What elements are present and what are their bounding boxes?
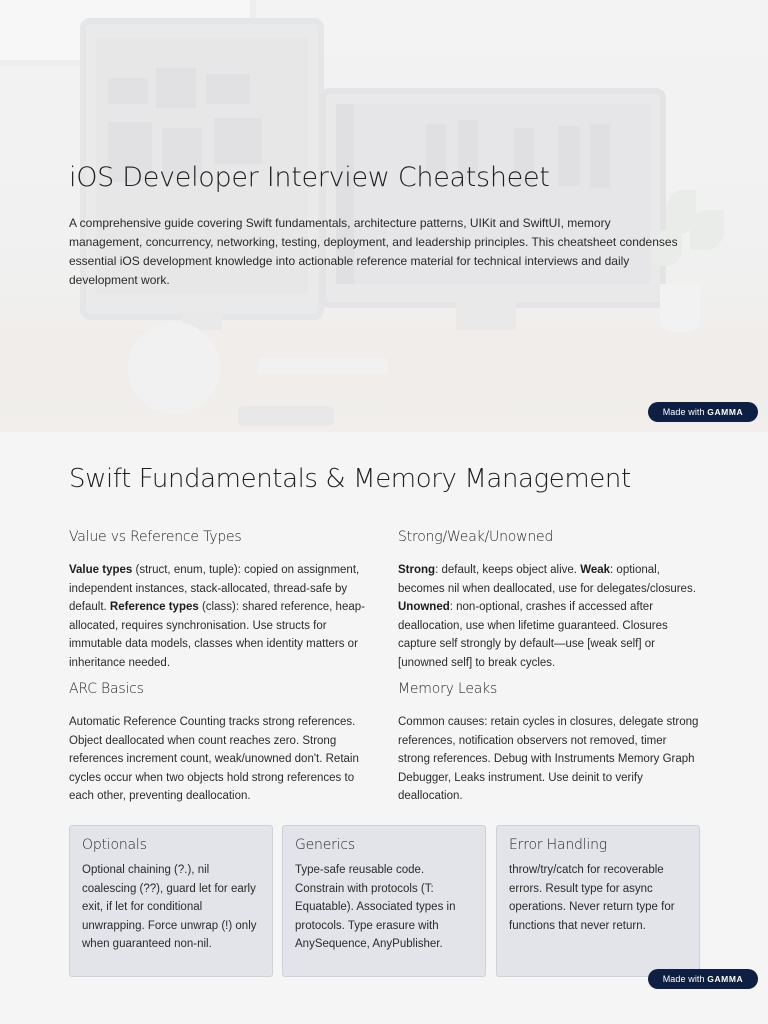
made-with-gamma-badge[interactable]	[648, 969, 758, 989]
card-title: Error Handling	[509, 837, 607, 853]
hero-banner	[0, 0, 768, 432]
block-text: Common causes: retain cycles in closures, delegate strong references, notification observers not removed, timer strong references. Debug with Instruments Memory Graph Debugger, Leaks instrument. Use deinit to verify deallocation.	[398, 716, 699, 802]
term-unowned: Unowned	[398, 601, 450, 613]
card-title: Optionals	[82, 837, 147, 853]
block-text	[69, 561, 365, 672]
block-memory-leaks	[398, 681, 700, 806]
block-heading: Memory Leaks	[398, 681, 498, 697]
card-text: Optional chaining (?.), nil coalescing (??), guard let for early exit, if let for conditional unwrapping. Force unwrap (!) only when guaranteed non-nil.	[82, 864, 257, 950]
block-heading: ARC Basics	[69, 681, 144, 697]
card-optionals	[69, 825, 273, 977]
gamma-logo: GAMMA	[707, 407, 744, 417]
card-generics	[282, 825, 486, 977]
text-segment: (class): shared reference, heap-allocated, requires synchronisation. Use structs for immutable data models, classes when identity matters or inheritance needed.	[69, 601, 365, 669]
badge-prefix: Made with	[662, 407, 705, 417]
card-error-handling	[496, 825, 700, 977]
term-value-types: Value types	[69, 564, 133, 576]
term-strong: Strong	[398, 564, 436, 576]
section-title: Swift Fundamentals & Memory Management	[69, 464, 631, 494]
block-heading: Value vs Reference Types	[69, 529, 242, 545]
text-segment: : default, keeps object alive.	[435, 564, 581, 576]
block-text	[398, 561, 700, 672]
gamma-logo: GAMMA	[707, 974, 744, 984]
text-segment: : optional, becomes nil when deallocated, use for delegates/closures.	[398, 564, 696, 595]
page-description: A comprehensive guide covering Swift fundamentals, architecture patterns, UIKit and SwiftUI, memory management, concurrency, networking, testing, deployment, and leadership principles. This cheatsheet condenses essential iOS development knowledge into actionable reference material for technical interviews and daily development work.	[69, 216, 678, 287]
block-strong-weak-unowned	[398, 529, 700, 672]
page-title: iOS Developer Interview Cheatsheet	[69, 162, 550, 193]
made-with-gamma-badge[interactable]	[648, 402, 758, 422]
card-text: Type-safe reusable code. Constrain with protocols (T: Equatable). Associated types in protocols. Type erasure with AnySequence, AnyPublisher.	[295, 864, 456, 950]
term-reference-types: Reference types	[109, 601, 199, 613]
block-value-vs-reference	[69, 529, 365, 672]
text-segment: : non-optional, crashes if accessed after deallocation, use when lifetime guaranteed. Closures capture self strongly by default—use [weak self] or [unowned self] to break cycles.	[398, 601, 668, 669]
card-title: Generics	[295, 837, 355, 853]
block-arc-basics	[69, 681, 365, 806]
block-text: Automatic Reference Counting tracks strong references. Object deallocated when count reaches zero. Strong references increment count, weak/unowned don't. Retain cycles occur when two objects hold strong references to each other, preventing deallocation.	[69, 716, 359, 802]
term-weak: Weak	[580, 564, 611, 576]
card-text: throw/try/catch for recoverable errors. Result type for async operations. Never return type for functions that never return.	[509, 864, 675, 932]
block-heading: Strong/Weak/Unowned	[398, 529, 554, 545]
badge-prefix: Made with	[662, 974, 705, 984]
text-segment: (struct, enum, tuple): copied on assignment, independent instances, stack-allocated, thread-safe by default.	[69, 564, 360, 613]
